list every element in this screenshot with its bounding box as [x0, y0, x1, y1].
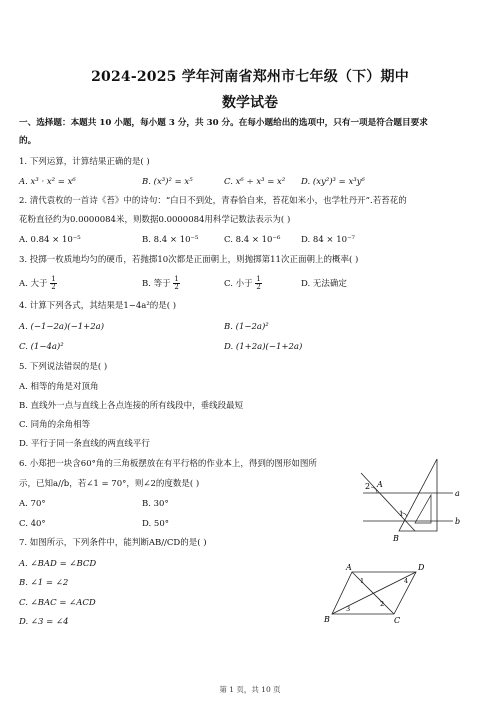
label-A: A — [377, 480, 383, 489]
fraction-one-half: $\frac{1}{2}$ — [174, 275, 179, 291]
label-A: A — [346, 563, 352, 572]
label-1: 1 — [360, 577, 365, 585]
label-2: 2 — [380, 600, 385, 608]
label-a: a — [455, 489, 460, 498]
q7-stem: 7. 如图所示，下列条件中，能判断AB//CD的是( ) — [19, 538, 207, 548]
triangle-ruler-inner — [415, 495, 431, 523]
q7-option-c: C. ∠BAC = ∠ACD — [19, 598, 96, 608]
q3-option-b: B. 等于 $\frac{1}{2}$ — [142, 275, 179, 291]
q3-option-c: C. 小于 $\frac{1}{2}$ — [224, 275, 261, 291]
q4-option-a: A. (−1−2a)(−1+2a) — [19, 322, 105, 332]
q6-option-a: A. 70° — [19, 499, 46, 509]
q6-option-d: D. 50° — [142, 519, 169, 529]
q1-option-a: A. x³ · x² = x⁶ — [19, 177, 76, 187]
q4-option-b: B. (1−2a)² — [224, 322, 269, 332]
q6-option-b: B. 30° — [142, 499, 169, 509]
q4-stem: 4. 计算下列各式，其结果是1−4a²的是( ) — [19, 301, 177, 311]
q3-stem: 3. 投掷一枚质地均匀的硬币，若抛掷10次都是正面朝上，则抛掷第11次正面朝上的概率( ) — [19, 255, 359, 265]
label-2: 2 — [365, 482, 371, 491]
q3-option-a: A. 大于 $\frac{1}{2}$ — [19, 275, 56, 291]
label-4: 4 — [404, 577, 409, 585]
page-subtitle: 数学试卷 — [222, 95, 278, 111]
q5-option-c: C. 同角的余角相等 — [19, 420, 91, 430]
fraction-one-half: $\frac{1}{2}$ — [256, 275, 261, 291]
label-C: C — [394, 616, 401, 624]
q5-stem: 5. 下列说法错误的是( ) — [19, 362, 108, 372]
q6-stem-line2: 示，已知a//b，若∠1 = 70°，则∠2的度数是( ) — [19, 479, 200, 489]
q4-option-d: D. (1+2a)(−1+2a) — [224, 342, 303, 352]
q3-option-d: D. 无法确定 — [301, 279, 347, 289]
fraction-one-half: $\frac{1}{2}$ — [51, 275, 56, 291]
q2-stem-line2: 花粉直径约为0.0000084米，则数据0.0000084用科学记数法表示为( ) — [19, 215, 291, 225]
q6-option-c: C. 40° — [19, 519, 46, 529]
page-footer: 第 1 页，共 10 页 — [219, 685, 281, 694]
q2-option-c: C. 8.4 × 10⁻⁶ — [224, 235, 281, 245]
q5-option-b: B. 直线外一点与直线上各点连接的所有线段中，垂线段最短 — [19, 401, 244, 411]
q7-option-a: A. ∠BAD = ∠BCD — [19, 559, 97, 569]
label-B: B — [324, 615, 330, 624]
section-heading: 一、选择题：本题共 10 小题，每小题 3 分，共 30 分。在每小题给出的选项中，只有一项是符合题目要求 的。 — [19, 118, 428, 146]
q2-option-a: A. 0.84 × 10⁻⁵ — [19, 235, 81, 245]
label-3: 3 — [346, 605, 351, 613]
q4-option-c: C. (1−4a)² — [19, 342, 64, 352]
label-D: D — [418, 563, 425, 572]
diagonal-AC — [352, 572, 394, 614]
q2-stem-line1: 2. 清代袁枚的一首诗《苔》中的诗句：“白日不到处，青春恰自来，苔花如米小，也学牡丹开”.若苔花的 — [19, 196, 407, 206]
q1-stem: 1. 下列运算，计算结果正确的是( ) — [19, 157, 150, 167]
q1-option-b: B. (x³)² = x⁵ — [142, 177, 193, 187]
q6-stem-line1: 6. 小郑把一块含60°角的三角板摆放在有平行格的作业本上，得到的图形如图所 — [19, 459, 317, 469]
q7-option-d: D. ∠3 = ∠4 — [19, 617, 69, 627]
q7-quadrilateral-figure — [322, 560, 442, 624]
q2-option-d: D. 84 × 10⁻⁷ — [301, 235, 355, 245]
q6-parallel-lines-figure — [355, 455, 465, 545]
label-B: B — [393, 534, 399, 543]
label-1: 1 — [399, 510, 404, 518]
q7-option-b: B. ∠1 = ∠2 — [19, 578, 69, 588]
page-title: 2024-2025 学年河南省郑州市七年级（下）期中 — [91, 69, 409, 85]
q5-option-a: A. 相等的角是对顶角 — [19, 382, 99, 392]
q1-option-d: D. (xy²)³ = x³y⁶ — [301, 177, 365, 187]
q1-option-c: C. x⁶ ÷ x³ = x² — [224, 177, 286, 187]
q5-option-d: D. 平行于同一条直线的两直线平行 — [19, 439, 150, 449]
q2-option-b: B. 8.4 × 10⁻⁵ — [142, 235, 199, 245]
label-b: b — [455, 517, 461, 526]
